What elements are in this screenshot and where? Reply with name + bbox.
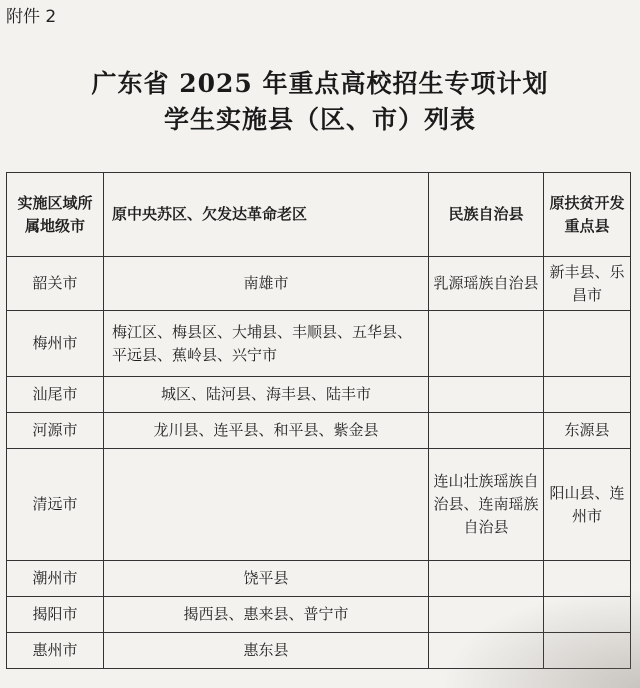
table-row <box>7 449 631 561</box>
cell-poverty-county <box>544 561 631 597</box>
cell-ethnic-autonomous <box>429 377 544 413</box>
cell-poverty-county: 阳山县、连州市 <box>544 449 631 561</box>
cell-ethnic-autonomous <box>429 597 544 633</box>
cell-soviet-area <box>104 449 429 561</box>
cell-city: 河源市 <box>7 413 104 449</box>
table-row <box>7 561 631 597</box>
cell-city: 韶关市 <box>7 257 104 311</box>
table-row <box>7 377 631 413</box>
cell-soviet-area: 饶平县 <box>104 561 429 597</box>
table-row <box>7 311 631 377</box>
implementation-county-table <box>6 172 631 669</box>
cell-poverty-county <box>544 377 631 413</box>
cell-city: 汕尾市 <box>7 377 104 413</box>
cell-ethnic-autonomous <box>429 633 544 669</box>
header-city: 实施区域所属地级市 <box>7 173 104 257</box>
cell-city: 揭阳市 <box>7 597 104 633</box>
cell-poverty-county <box>544 633 631 669</box>
cell-ethnic-autonomous <box>429 311 544 377</box>
attachment-label: 附件 2 <box>6 7 57 27</box>
cell-poverty-county <box>544 597 631 633</box>
cell-soviet-area: 揭西县、惠来县、普宁市 <box>104 597 429 633</box>
table-row <box>7 597 631 633</box>
cell-ethnic-autonomous <box>429 561 544 597</box>
table-row <box>7 257 631 311</box>
header-ethnic-autonomous: 民族自治县 <box>429 173 544 257</box>
cell-poverty-county: 东源县 <box>544 413 631 449</box>
table-row <box>7 413 631 449</box>
cell-ethnic-autonomous: 乳源瑶族自治县 <box>429 257 544 311</box>
table-row <box>7 633 631 669</box>
cell-poverty-county: 新丰县、乐昌市 <box>544 257 631 311</box>
cell-soviet-area: 城区、陆河县、海丰县、陆丰市 <box>104 377 429 413</box>
header-poverty-county: 原扶贫开发重点县 <box>544 173 631 257</box>
cell-soviet-area: 南雄市 <box>104 257 429 311</box>
table-header-row <box>7 173 631 257</box>
cell-soviet-area: 梅江区、梅县区、大埔县、丰顺县、五华县、平远县、蕉岭县、兴宁市 <box>104 311 429 377</box>
document-title-line-1: 广东省 2025 年重点高校招生专项计划 <box>91 69 549 98</box>
cell-city: 潮州市 <box>7 561 104 597</box>
header-soviet-area: 原中央苏区、欠发达革命老区 <box>104 173 429 257</box>
cell-soviet-area: 龙川县、连平县、和平县、紫金县 <box>104 413 429 449</box>
cell-city: 惠州市 <box>7 633 104 669</box>
cell-ethnic-autonomous: 连山壮族瑶族自治县、连南瑶族自治县 <box>429 449 544 561</box>
cell-city: 梅州市 <box>7 311 104 377</box>
cell-poverty-county <box>544 311 631 377</box>
cell-city: 清远市 <box>7 449 104 561</box>
cell-ethnic-autonomous <box>429 413 544 449</box>
document-title-line-2: 学生实施县（区、市）列表 <box>163 105 476 134</box>
cell-soviet-area: 惠东县 <box>104 633 429 669</box>
